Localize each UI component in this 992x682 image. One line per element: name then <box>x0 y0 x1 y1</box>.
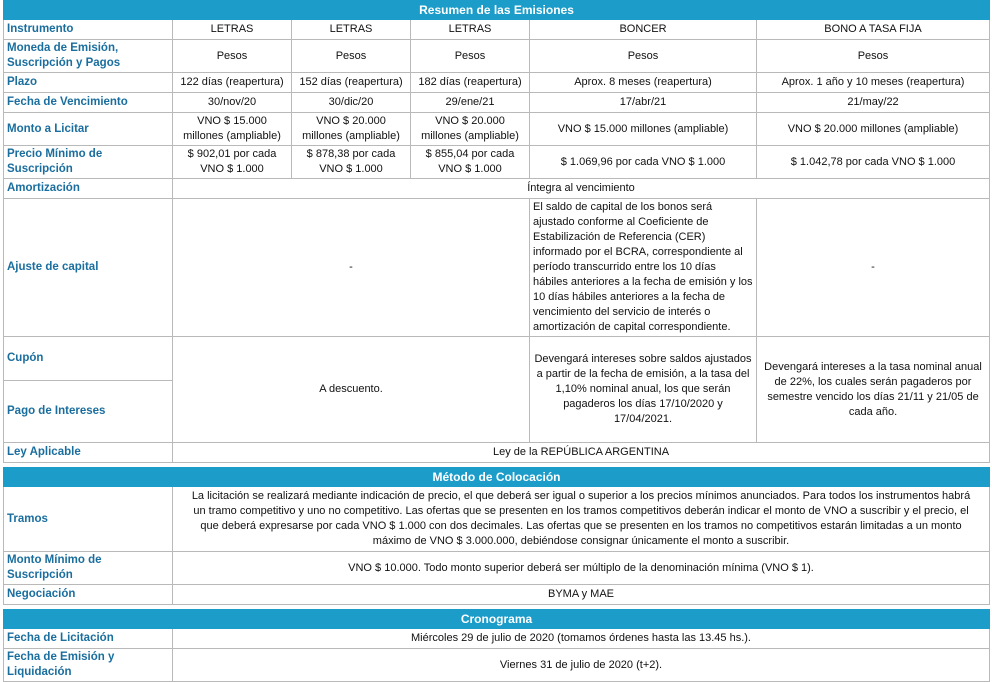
cell: 30/nov/20 <box>173 93 292 113</box>
row-ley <box>4 443 990 463</box>
cell: $ 1.042,78 por cada VNO $ 1.000 <box>757 146 990 179</box>
cell: Pesos <box>173 40 292 73</box>
row-moneda <box>4 40 990 73</box>
row-cupon <box>4 337 990 381</box>
cell: La licitación se realizará mediante indicación de precio, el que deberá ser igual o superior a los precios mínimos anunciados. Para todos los instrumentos habrá un tramo competitivo y uno no competitivo. Las ofertas que se presenten en los tramos competitivos deberán indicar el monto de VNO a suscribir y el precio, el que deberá expresarse por cada VNO $ 1.000 con dos decimales. Las ofertas que se presenten en los tramos no competitivos estarán limitadas a un monto máximo de VNO $ 3.000.000, debiéndose consignar únicamente el monto a suscribir. <box>173 487 990 552</box>
cell: Viernes 31 de julio de 2020 (t+2). <box>173 649 990 682</box>
cell: 152 días (reapertura) <box>292 73 411 93</box>
row-amortizacion <box>4 179 990 199</box>
summary-table <box>3 0 990 682</box>
row-label: Cupón <box>4 337 173 381</box>
cell: VNO $ 10.000. Todo monto superior deberá ser múltiplo de la denominación mínima (VNO $ 1). <box>173 552 990 585</box>
cell: Devengará intereses sobre saldos ajustados a partir de la fecha de emisión, a la tasa del 1,10% nominal anual, los que serán pagaderos los días 17/10/2020 y 17/04/2021. <box>530 337 757 443</box>
row-emision <box>4 649 990 682</box>
cell: $ 878,38 por cada VNO $ 1.000 <box>292 146 411 179</box>
row-label: Pago de Intereses <box>4 381 173 443</box>
cell: $ 855,04 por cada VNO $ 1.000 <box>411 146 530 179</box>
row-label: Monto a Licitar <box>4 113 173 146</box>
cell: Ley de la REPÚBLICA ARGENTINA <box>173 443 990 463</box>
row-label: Ajuste de capital <box>4 199 173 337</box>
cell: VNO $ 15.000 millones (ampliable) <box>173 113 292 146</box>
cell: $ 902,01 por cada VNO $ 1.000 <box>173 146 292 179</box>
row-monto-minimo <box>4 552 990 585</box>
cell: BONCER <box>530 20 757 40</box>
row-label: Moneda de Emisión, Suscripción y Pagos <box>4 40 173 73</box>
cell: 122 días (reapertura) <box>173 73 292 93</box>
cell: LETRAS <box>173 20 292 40</box>
cell: 21/may/22 <box>757 93 990 113</box>
cell: Devengará intereses a la tasa nominal anual de 22%, los cuales serán pagaderos por semestre vencido los días 21/11 y 21/05 de cada año. <box>757 337 990 443</box>
cell: 182 días (reapertura) <box>411 73 530 93</box>
row-ajuste <box>4 199 990 337</box>
row-label: Fecha de Licitación <box>4 629 173 649</box>
cell: Pesos <box>292 40 411 73</box>
row-monto <box>4 113 990 146</box>
cell: VNO $ 20.000 millones (ampliable) <box>411 113 530 146</box>
row-label: Precio Mínimo de Suscripción <box>4 146 173 179</box>
row-label: Amortización <box>4 179 173 199</box>
row-licitacion <box>4 629 990 649</box>
row-label: Monto Mínimo de Suscripción <box>4 552 173 585</box>
row-negociacion <box>4 585 990 605</box>
cell: Pesos <box>411 40 530 73</box>
row-label: Fecha de Vencimiento <box>4 93 173 113</box>
row-label: Negociación <box>4 585 173 605</box>
cell: VNO $ 15.000 millones (ampliable) <box>530 113 757 146</box>
row-instrumento <box>4 20 990 40</box>
cell: Aprox. 1 año y 10 meses (reapertura) <box>757 73 990 93</box>
cell: 29/ene/21 <box>411 93 530 113</box>
row-label: Plazo <box>4 73 173 93</box>
emission-summary <box>3 0 989 682</box>
cell: A descuento. <box>173 337 530 443</box>
cell: Miércoles 29 de julio de 2020 (tomamos órdenes hasta las 13.45 hs.). <box>173 629 990 649</box>
section-title-metodo: Método de Colocación <box>4 468 990 487</box>
section-title-resumen: Resumen de las Emisiones <box>4 1 990 20</box>
cell: BYMA y MAE <box>173 585 990 605</box>
row-vencimiento <box>4 93 990 113</box>
cell: Pesos <box>530 40 757 73</box>
row-label: Tramos <box>4 487 173 552</box>
cell: Aprox. 8 meses (reapertura) <box>530 73 757 93</box>
cell: - <box>757 199 990 337</box>
row-precio <box>4 146 990 179</box>
row-label: Fecha de Emisión y Liquidación <box>4 649 173 682</box>
cell: Íntegra al vencimiento <box>173 179 990 199</box>
cell: VNO $ 20.000 millones (ampliable) <box>292 113 411 146</box>
cell: LETRAS <box>292 20 411 40</box>
cell: VNO $ 20.000 millones (ampliable) <box>757 113 990 146</box>
cell: 17/abr/21 <box>530 93 757 113</box>
row-plazo <box>4 73 990 93</box>
row-label: Ley Aplicable <box>4 443 173 463</box>
cell: 30/dic/20 <box>292 93 411 113</box>
cell: LETRAS <box>411 20 530 40</box>
cell: - <box>173 199 530 337</box>
cell: BONO A TASA FIJA <box>757 20 990 40</box>
section-title-cronograma: Cronograma <box>4 610 990 629</box>
row-label: Instrumento <box>4 20 173 40</box>
cell: $ 1.069,96 por cada VNO $ 1.000 <box>530 146 757 179</box>
row-tramos <box>4 487 990 552</box>
cell: Pesos <box>757 40 990 73</box>
cell: El saldo de capital de los bonos será ajustado conforme al Coeficiente de Estabilización de Referencia (CER) informado por el BCRA, correspondiente al período transcurrido entre los 10 días hábiles anteriores a la fecha de emisión y los 10 días hábiles anteriores a la fecha de vencimiento del servicio de interés o amortización de capital correspondiente. <box>530 199 757 337</box>
